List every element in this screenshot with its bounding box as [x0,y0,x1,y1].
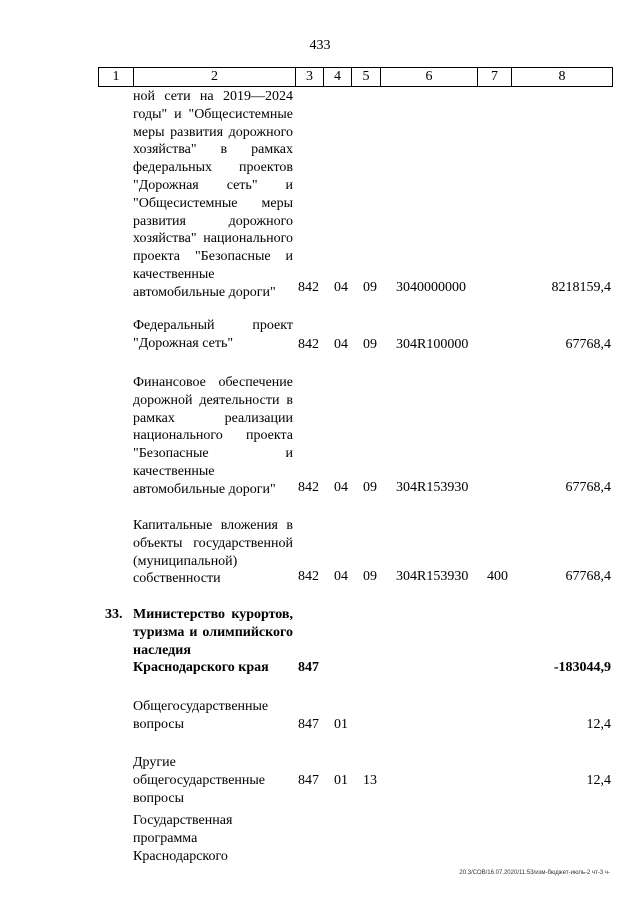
row-code-5: 09 [363,480,377,495]
row-amount: 67768,4 [565,569,611,584]
row-code-3: 842 [298,480,319,495]
row-code-4: 04 [334,480,348,495]
row-description: Капитальные вложения в объекты государственной (муниципальной) собственности [133,518,293,587]
row-code-3: 842 [298,280,319,295]
footer-stamp: 20.3/СОВ/16.07.2020/11:53/изм-бюджет-июль-2 чт-3 ч- [459,870,610,876]
column-header-8: 8 [558,69,566,84]
row-code-6: 304R100000 [396,337,469,352]
row-code-3: 847 [298,660,319,675]
row-code-3: 847 [298,773,319,788]
row-code-6: 304R153930 [396,480,469,495]
column-header-7: 7 [478,68,512,86]
column-header-row [98,67,613,87]
row-code-5: 09 [363,569,377,584]
row-code-6: 304R153930 [396,569,469,584]
row-code-4: 01 [334,773,348,788]
row-code-4: 04 [334,337,348,352]
row-code-3: 842 [298,337,319,352]
row-description: ной сети на 2019—2024 годы" и "Общесистемные меры развития дорожного хозяйства" в рамках федеральных проектов "Дорожная сеть" и "Общесистемные меры развития дорожного хозяйства" национального проекта "Безопасные и качественные автомобильные дороги" [133,89,293,300]
row-code-4: 04 [334,280,348,295]
row-amount: 67768,4 [565,480,611,495]
column-header-4: 4 [324,68,352,86]
page-number: 433 [309,38,331,53]
row-description: Другие общегосударственные вопросы [133,755,266,806]
row-code-5: 09 [363,280,377,295]
row-code-4: 01 [334,717,348,732]
row-code-7: 400 [487,569,508,584]
column-header-6: 6 [381,68,478,86]
row-code-3: 842 [298,569,319,584]
row-description: Финансовое обеспечение дорожной деятельности в рамках реализации национального проекта "Безопасные и качественные автомобильные дороги" [133,375,293,497]
column-header-3: 3 [296,68,324,86]
column-header-2: 2 [134,68,296,86]
column-header-5: 5 [352,68,381,86]
row-description: Министерство курортов, туризма и олимпийского наследия Краснодарского края [133,607,293,676]
row-amount: 12,4 [586,773,611,788]
row-code-4: 04 [334,569,348,584]
row-amount: 12,4 [586,717,611,732]
row-code-6: 3040000000 [396,280,466,295]
column-header-1: 1 [99,68,134,86]
row-section-number: 33. [105,607,123,622]
row-amount: 8218159,4 [551,280,611,295]
row-code-5: 09 [363,337,377,352]
row-code-5: 13 [363,773,377,788]
row-description: Федеральный проект "Дорожная сеть" [133,318,293,351]
row-amount: 67768,4 [565,337,611,352]
row-description: Общегосударственные вопросы [133,699,269,732]
row-code-3: 847 [298,717,319,732]
row-amount: -183044,9 [553,660,611,675]
row-description: Государственная программа Краснодарского [133,813,233,864]
